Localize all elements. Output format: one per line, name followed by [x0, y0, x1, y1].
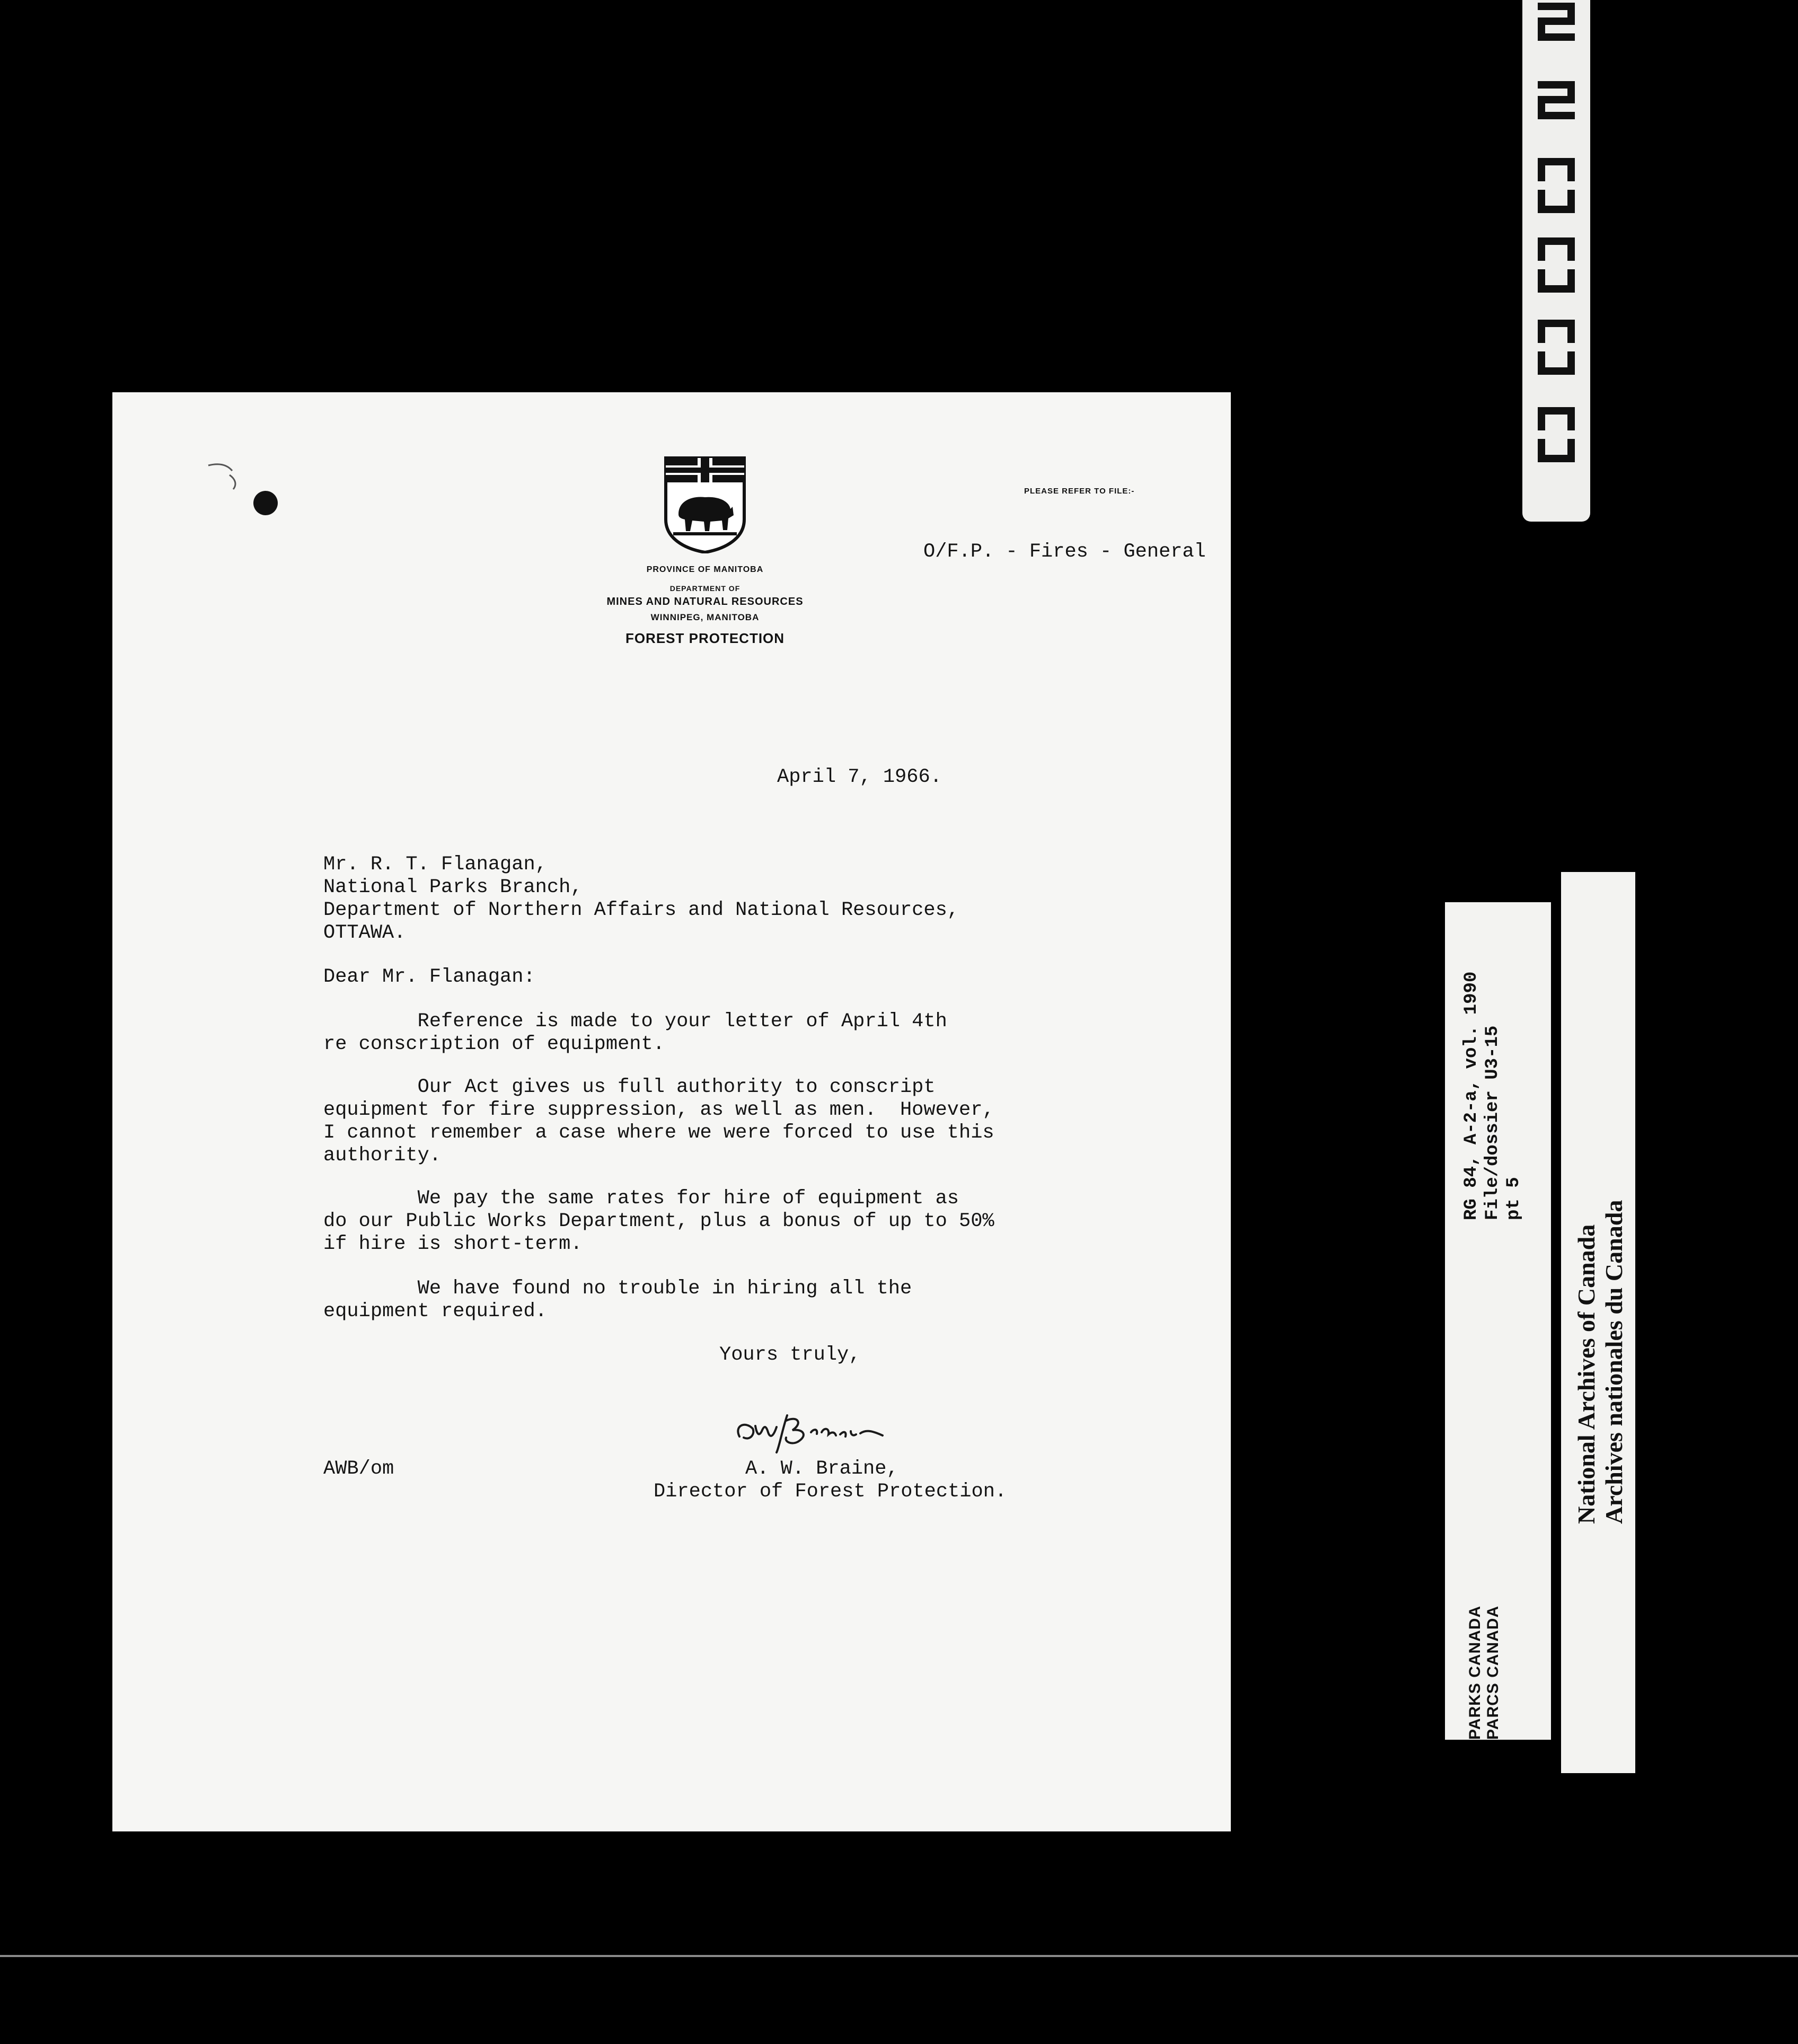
punch-hole-icon — [253, 491, 278, 515]
paragraph-line: re conscription of equipment. — [323, 1033, 665, 1055]
letterhead-branch: FOREST PROTECTION — [625, 630, 785, 646]
letterhead-city: WINNIPEG, MANITOBA — [650, 612, 760, 622]
address-line: OTTAWA. — [323, 922, 406, 944]
letterhead-department-of: DEPARTMENT OF — [669, 584, 741, 593]
file-ref-value: O/F.P. - Fires - General — [923, 541, 1206, 563]
archive-reference-label — [1445, 902, 1551, 1740]
paragraph-line: equipment required. — [323, 1300, 547, 1323]
paragraph — [323, 1278, 912, 1323]
paragraph — [323, 1187, 994, 1256]
archives-line: National Archives of Canada — [1573, 1224, 1600, 1524]
letterhead-province: PROVINCE OF MANITOBA — [646, 565, 764, 574]
margin-mark-icon — [206, 460, 253, 503]
reference-text — [1461, 972, 1524, 1220]
address-line: National Parks Branch, — [323, 876, 583, 898]
parks-line: PARKS CANADA — [1466, 1605, 1484, 1740]
reference-line: RG 84, A-2-a, vol. 1990 — [1461, 971, 1482, 1220]
signatory-name: A. W. Braine, — [745, 1458, 898, 1480]
signatory-block — [654, 1458, 1007, 1503]
paragraph-line: I cannot remember a case where we were forced to use this — [323, 1122, 994, 1144]
reference-line: File/dossier U3-15 — [1483, 1025, 1503, 1220]
manitoba-crest-icon — [663, 456, 747, 553]
paragraph-line: We pay the same rates for hire of equipment as — [323, 1187, 959, 1210]
paragraph — [323, 1076, 994, 1167]
reference-line: pt 5 — [1504, 1177, 1524, 1220]
signatory-title: Director of Forest Protection. — [654, 1481, 1007, 1503]
frame-counter-strip — [1522, 0, 1590, 522]
parks-canada-text — [1466, 1606, 1502, 1740]
address-line: Department of Northern Affairs and National Resources, — [323, 899, 959, 921]
paragraph-line: do our Public Works Department, plus a bonus of up to 50% — [323, 1210, 994, 1232]
address-line: Mr. R. T. Flanagan, — [323, 853, 547, 876]
letter-date: April 7, 1966. — [777, 766, 942, 788]
letterhead — [599, 456, 811, 647]
paragraph-line: equipment for fire suppression, as well as men. However, — [323, 1099, 994, 1121]
paragraph-line: We have found no trouble in hiring all the — [323, 1278, 912, 1300]
parks-line: PARCS CANADA — [1484, 1605, 1502, 1740]
paragraph-line: Reference is made to your letter of April 4th — [323, 1010, 947, 1033]
archives-line: Archives nationales du Canada — [1600, 1200, 1627, 1524]
salutation: Dear Mr. Flanagan: — [323, 966, 535, 988]
film-edge-line — [0, 1955, 1798, 1957]
signature-icon — [724, 1399, 914, 1458]
national-archives-text — [1573, 1200, 1628, 1524]
letterhead-department-name: MINES AND NATURAL RESOURCES — [606, 596, 804, 607]
national-archives-label — [1561, 872, 1635, 1773]
closing: Yours truly, — [719, 1344, 861, 1366]
typist-initials: AWB/om — [323, 1458, 394, 1480]
paragraph-line: if hire is short-term. — [323, 1233, 583, 1255]
recipient-address — [323, 853, 959, 945]
paragraph-line: Our Act gives us full authority to conscript — [323, 1076, 936, 1098]
paragraph-line: authority. — [323, 1144, 442, 1167]
frame-counter-digits — [1522, 0, 1590, 522]
paragraph — [323, 1010, 947, 1056]
file-ref-label: PLEASE REFER TO FILE:- — [1024, 487, 1135, 496]
